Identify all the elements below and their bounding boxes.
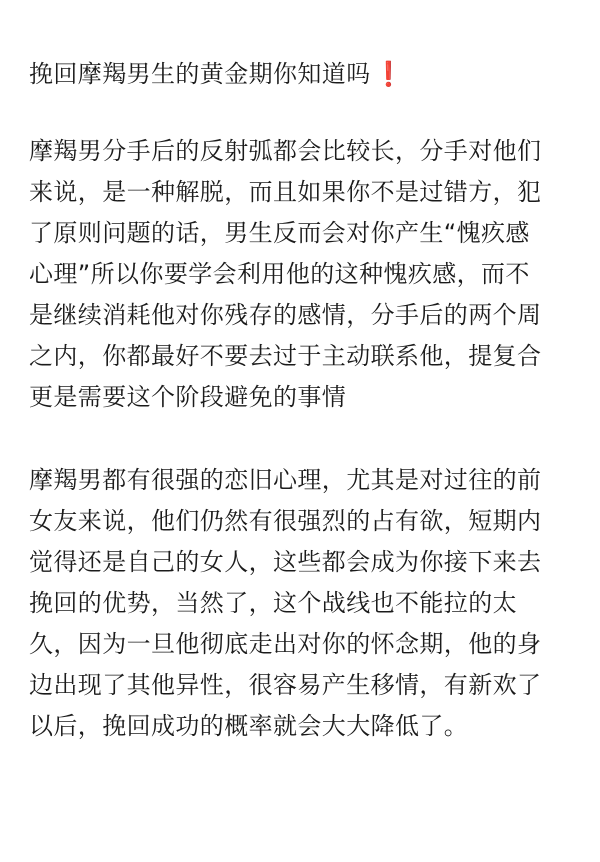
paragraph-line: 来说，是一种解脱，而且如果你不是过错方，犯 xyxy=(29,178,542,206)
paragraph-line: 久，因为一旦他彻底走出对你的怀念期，他的身 xyxy=(29,630,542,658)
paragraph-line: 摩羯男都有很强的恋旧心理，尤其是对过往的前 xyxy=(29,466,542,494)
paragraph-2 xyxy=(29,460,577,747)
paragraph-line: 了原则问题的话，男生反而会对你产生“愧疚感 xyxy=(29,219,530,247)
paragraph-line: 心理”所以你要学会利用他的这种愧疚感，而不 xyxy=(29,260,530,288)
paragraph-line: 之内，你都最好不要去过于主动联系他，提复合 xyxy=(29,342,542,370)
article-title xyxy=(29,56,577,92)
paragraph-line: 挽回的优势，当然了，这个战线也不能拉的太 xyxy=(29,589,517,617)
paragraph-line: 边出现了其他异性，很容易产生移情，有新欢了 xyxy=(29,671,542,699)
paragraph-line: 以后，挽回成功的概率就会大大降低了。 xyxy=(29,712,469,740)
paragraph-line: 女友来说，他们仍然有很强烈的占有欲，短期内 xyxy=(29,507,542,535)
exclamation-icon: ❗ xyxy=(373,60,404,88)
article-title-text: 挽回摩羯男生的黄金期你知道吗 xyxy=(29,60,371,88)
paragraph-line: 觉得还是自己的女人，这些都会成为你接下来去 xyxy=(29,548,542,576)
article xyxy=(29,56,577,747)
paragraph-line: 摩羯男分手后的反射弧都会比较长，分手对他们 xyxy=(29,137,542,165)
paragraph-1 xyxy=(29,131,577,418)
paragraph-line: 是继续消耗他对你残存的感情，分手后的两个周 xyxy=(29,301,542,329)
paragraph-line: 更是需要这个阶段避免的事情 xyxy=(29,383,347,411)
